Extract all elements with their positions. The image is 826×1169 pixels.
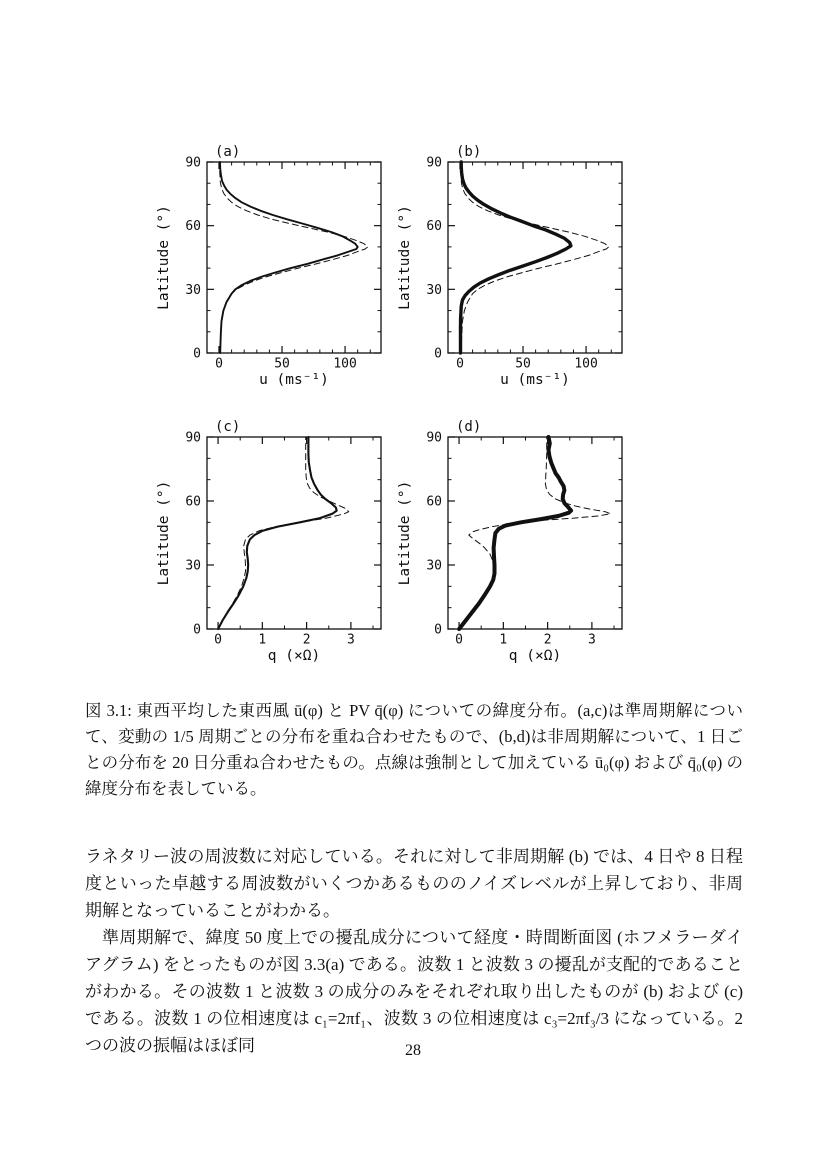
y-axis-label: Latitude (°) [156,205,172,310]
plot-panel-d [397,419,622,664]
body-text [85,843,743,1059]
x-tick-label: 0 [215,356,223,372]
x-tick-label: 50 [515,356,531,372]
x-axis-label: u (ms⁻¹) [259,372,329,388]
plot-panel-b [397,144,622,388]
x-tick-label: 100 [333,356,357,372]
forcing-curve-dashed [218,437,349,629]
plot-frame [448,162,622,353]
panel-label: (a) [215,144,241,160]
solution-curve-solid [461,162,571,353]
y-tick-label: 30 [426,558,442,574]
x-tick-label: 100 [574,356,598,372]
y-tick-label: 60 [185,219,201,235]
panel-label: (b) [456,144,482,160]
solution-curve-solid [220,162,358,353]
plot-frame [207,162,381,353]
x-tick-label: 0 [455,632,463,648]
y-tick-label: 90 [185,155,201,171]
paragraph-1: ラネタリー波の周波数に対応している。それに対して非周期解 (b) では、4 日や 8 日程度といった卓越する周波数がいくつかあるもののノイズレベルが上昇しており、非周期解となっていることがわかる。 [85,847,743,920]
solution-curve-solid [218,437,337,629]
x-tick-label: 2 [543,632,552,648]
x-axis-label: u (ms⁻¹) [500,372,570,388]
x-tick-label: 3 [346,632,355,648]
page-number: 28 [405,1042,421,1059]
x-tick-label: 0 [456,356,464,372]
y-tick-label: 60 [185,494,201,510]
x-tick-label: 2 [302,632,311,648]
y-axis-label: Latitude (°) [397,205,413,310]
panel-label: (d) [456,419,482,435]
y-tick-label: 30 [185,282,201,298]
x-tick-label: 50 [274,356,290,372]
plot-frame [448,437,622,629]
x-axis-label: q (×Ω) [508,648,562,664]
x-tick-label: 1 [499,632,508,648]
x-tick-label: 0 [214,632,222,648]
solution-curve-solid [459,437,571,629]
y-tick-label: 60 [426,494,442,510]
y-tick-label: 0 [193,346,201,362]
y-tick-label: 0 [434,622,442,638]
y-tick-label: 30 [185,558,201,574]
y-tick-label: 90 [426,155,442,171]
y-tick-label: 30 [426,282,442,298]
x-axis-label: q (×Ω) [267,648,321,664]
plot-panel-a [156,144,381,388]
y-tick-label: 0 [193,622,201,638]
x-tick-label: 1 [258,632,267,648]
forcing-curve-dashed [220,162,368,353]
paragraph-2: 準周期解で、緯度 50 度上での擾乱成分について経度・時間断面図 (ホフメラーダイアグラム) をとったものが図 3.3(a) である。波数 1 と波数 3 の擾乱が支配的であることがわかる。その波数 1 と波数 3 の成分のみをそれぞれ取り出したものが (b) および (c) である。波数 1 の位相速度は c₁=2πf₁、波数 3 の位相速度は c₃=2πf₃/3 になっている。2 つの波の振幅はほぼ同 [85,928,743,1055]
y-axis-label: Latitude (°) [156,480,172,586]
y-tick-label: 60 [426,219,442,235]
panel-label: (c) [215,419,241,435]
y-tick-label: 90 [185,430,201,446]
plot-panel-c [156,419,381,664]
y-tick-label: 0 [434,346,442,362]
figure-caption: 図 3.1: 東西平均した東西風 ū(φ) と PV q̄(φ) についての緯度分布。(a,c)は準周期解について、変動の 1/5 周期ごとの分布を重ね合わせたもので、(b,d)は非周期解について、1 日ごとの分布を 20 日分重ね合わせたもの。点線は強制として加えている ū₀(φ) および q̄₀(φ) の緯度分布を表している。 [85,701,743,798]
y-tick-label: 90 [426,430,442,446]
forcing-curve-dashed [461,162,609,353]
y-axis-label: Latitude (°) [397,480,413,586]
x-tick-label: 3 [587,632,596,648]
plot-frame [207,437,381,629]
